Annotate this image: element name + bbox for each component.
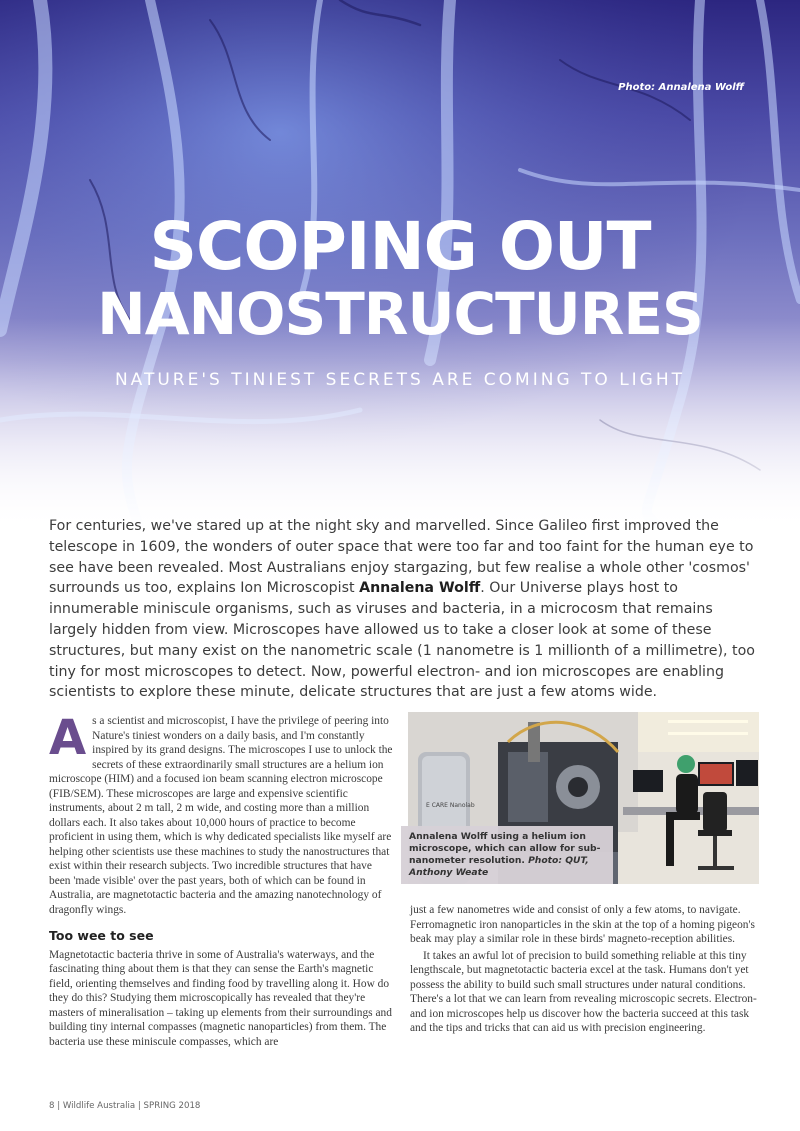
article-paragraph-1-text: s a scientist and microscopist, I have the privilege of peering into Nature's tiniest wonders on a daily basis, and I'm constantly inspired by its grand designs. The microscopes I use to unlock the secrets of these extraordinarily small structures are a helium ion microscope (HIM) and a focused ion beam scanning electron microscope (FIB/SEM). These microscopes are large and expensive scientific instruments, about 2 m tall, 2 m wide, and costing more than a million dollars each. It also takes about 10,000 hours of practice to become proficient in using them, which is why dedicated specialists like myself are helping other scientists use these machines to study the nanostructures that exist within their research subjects. Two incredible structures that have been 'made visible' over the past years, both of which can be found in Australia, are magnetotactic bacteria and the amazing nanotechnology of dragonfly wings.	[49, 715, 393, 916]
page-footer: 8 | Wildlife Australia | SPRING 2018	[49, 1101, 201, 1111]
intro-part1: For centuries, we've stared up at the night sky and marvelled. Since Galileo first improved the telescope in 1609, the wonders of outer space that were too far and too faint for the human eye to see have been revealed. Most Australians enjoy stargazing, but few realise a whole other 'cosmos' surrounds us too, explains Ion Microscopist	[49, 518, 754, 597]
caption-credit: Photo: QUT, Anthony Weate	[409, 855, 589, 878]
article-paragraph-4: It takes an awful lot of precision to build something reliable at this tiny lengthscale, but magnetotactic bacteria excel at the task. Humans don't yet possess the ability to build such small structures under natural conditions. There's a lot that we can learn from revealing microscopic secrets. Electron- and ion microscopes help us discover how the bacteria succeed at this task and the tips and tricks that can aid us with precision engineering.	[410, 949, 757, 1034]
tank-label: E CARE Nanolab	[426, 802, 475, 809]
drop-cap: A	[49, 710, 87, 766]
article-paragraph-3: just a few nanometres wide and consist of only a few atoms, to navigate. Ferromagnetic iron nanoparticles in the skin at the top of a homing pigeon's beak may play a similar role in these birds' magneto-reception abilities.	[410, 904, 755, 945]
article-paragraph-2: Magnetotactic bacteria thrive in some of Australia's waterways, and the fascinating thing about them is that they can sense the Earth's magnetic field, orienting themselves and finding food by travelling along it. How do they do this? Studying them microscopically has revealed that they're masters of mineralisation – taking up elements from their surroundings and building tiny internal compasses (magnetic nanoparticles) from them. The bacteria use these miniscule compasses, which are	[49, 948, 392, 1048]
author-name: Annalena Wolff	[359, 580, 481, 597]
caption-text: Annalena Wolff using a helium ion microscope, which can allow for sub-nanometer resolution.	[409, 831, 601, 866]
article-paragraph-1	[49, 710, 394, 917]
hero-banner	[0, 0, 800, 530]
hero-photo-credit: Photo: Annalena Wolff	[618, 82, 744, 93]
article-title-line1: SCOPING OUT	[149, 208, 651, 285]
article-subtitle: NATURE'S TINIEST SECRETS ARE COMING TO LIGHT	[114, 370, 686, 390]
figure-caption	[401, 826, 613, 884]
article-column-left	[49, 710, 394, 1049]
article-column-right	[410, 903, 758, 1036]
article-title-line2: NANOSTRUCTURES	[97, 280, 703, 348]
section-heading: Too wee to see	[49, 928, 154, 943]
intro-part2: . Our Universe plays host to innumerable miniscule organisms, such as viruses and bacteria, in a microcosm that remains largely hidden from view. Microscopes have allowed us to take a closer look at some of these structures, but many exist on the nanometric scale (1 nanometre is 1 millionth of a millimetre), too tiny for most microscopes to detect. Now, powerful electron- and ion microscopes are enabling scientists to explore these minute, delicate structures that are just a few atoms wide.	[49, 580, 755, 701]
intro-paragraph	[49, 516, 761, 703]
